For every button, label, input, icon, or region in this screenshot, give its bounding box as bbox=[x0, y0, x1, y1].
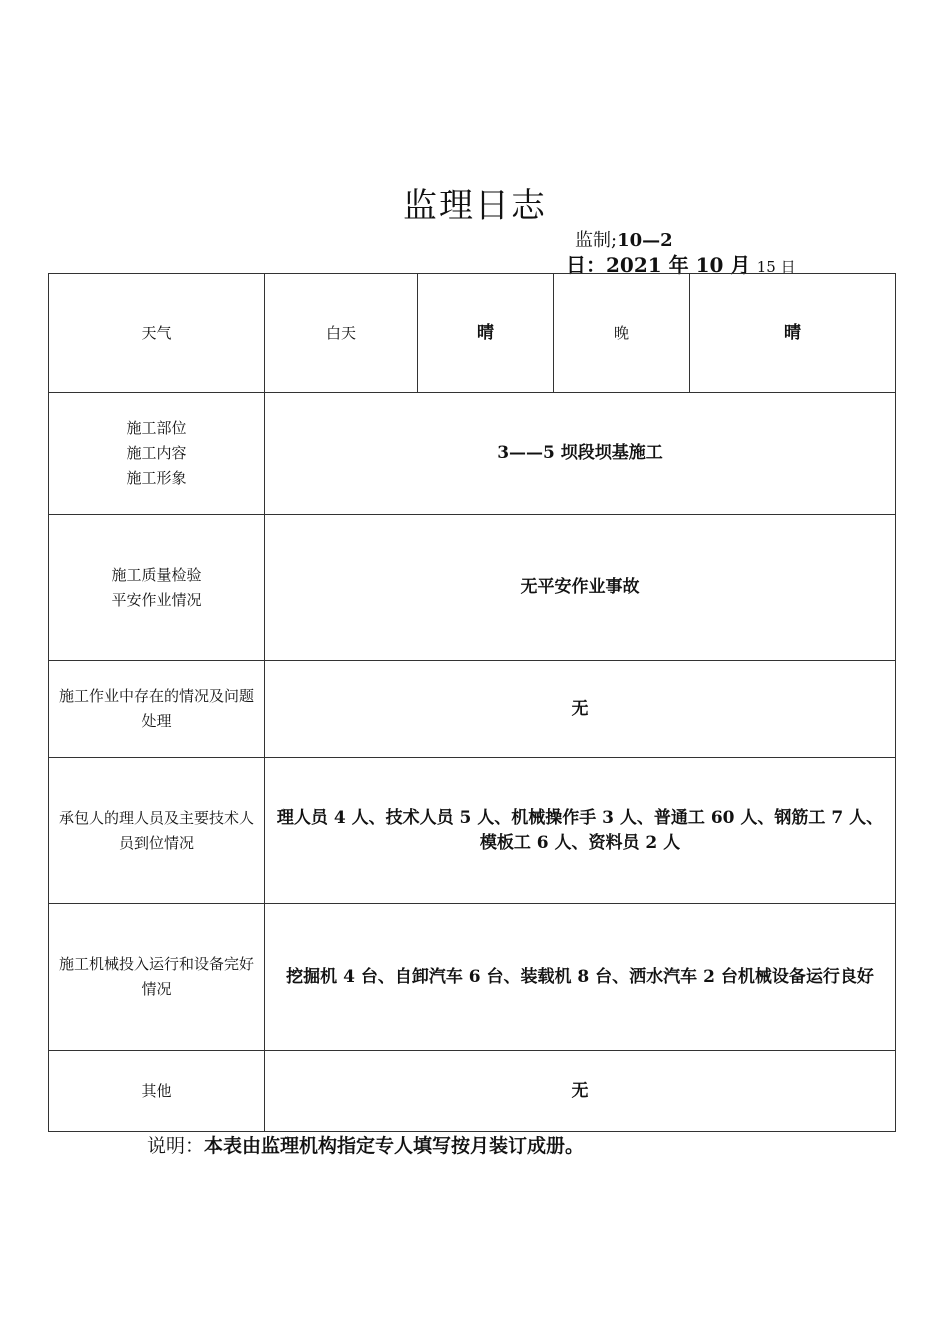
issues-row bbox=[49, 661, 896, 758]
footnote-prefix: 说明： bbox=[147, 1135, 205, 1157]
quality-row bbox=[49, 515, 896, 661]
log-table bbox=[48, 273, 896, 1132]
weather-row bbox=[49, 274, 896, 393]
personnel-value: 理人员 4 人、技术人员 5 人、机械操作手 3 人、普通工 60 人、钢筋工 7 人、模板工 6 人、资料员 2 人 bbox=[265, 758, 896, 904]
quality-label-line: 平安作业情况 bbox=[111, 590, 202, 609]
personnel-row bbox=[49, 758, 896, 904]
date-year-month: 2021 年 10 月 bbox=[606, 253, 751, 277]
issues-value: 无 bbox=[265, 661, 896, 758]
personnel-label: 承包人的理人员及主要技术人员到位情况 bbox=[49, 758, 265, 904]
supervision-value: 10—2 bbox=[617, 230, 673, 251]
night-weather-value: 晴 bbox=[690, 274, 896, 393]
date-day: 15 日 bbox=[756, 258, 796, 276]
quality-label bbox=[49, 515, 265, 661]
day-label: 白天 bbox=[265, 274, 418, 393]
construction-label-line: 施工内容 bbox=[126, 444, 187, 462]
weather-label: 天气 bbox=[49, 274, 265, 393]
footnote bbox=[147, 1131, 584, 1158]
day-weather-value: 晴 bbox=[418, 274, 554, 393]
quality-value: 无平安作业事故 bbox=[265, 515, 896, 661]
machinery-label: 施工机械投入运行和设备完好情况 bbox=[49, 904, 265, 1051]
other-label: 其他 bbox=[49, 1051, 265, 1132]
page-title: 监理日志 bbox=[403, 186, 547, 226]
other-value: 无 bbox=[265, 1051, 896, 1132]
construction-row bbox=[49, 393, 896, 515]
quality-label-line: 施工质量检验 bbox=[111, 565, 202, 584]
construction-value: 3——5 坝段坝基施工 bbox=[265, 393, 896, 515]
footnote-text: 本表由监理机构指定专人填写按月装订成册。 bbox=[204, 1135, 585, 1157]
date-prefix: 日： bbox=[566, 253, 606, 277]
night-label: 晚 bbox=[554, 274, 690, 393]
other-row bbox=[49, 1051, 896, 1132]
construction-label-line: 施工部位 bbox=[126, 419, 187, 437]
machinery-row bbox=[49, 904, 896, 1051]
machinery-value: 挖掘机 4 台、自卸汽车 6 台、装载机 8 台、洒水汽车 2 台机械设备运行良好 bbox=[265, 904, 896, 1051]
construction-label-line: 施工形象 bbox=[126, 469, 187, 487]
supervision-label: 监制; bbox=[575, 230, 618, 251]
issues-label: 施工作业中存在的情况及问题处理 bbox=[49, 661, 265, 758]
construction-label bbox=[49, 393, 265, 515]
